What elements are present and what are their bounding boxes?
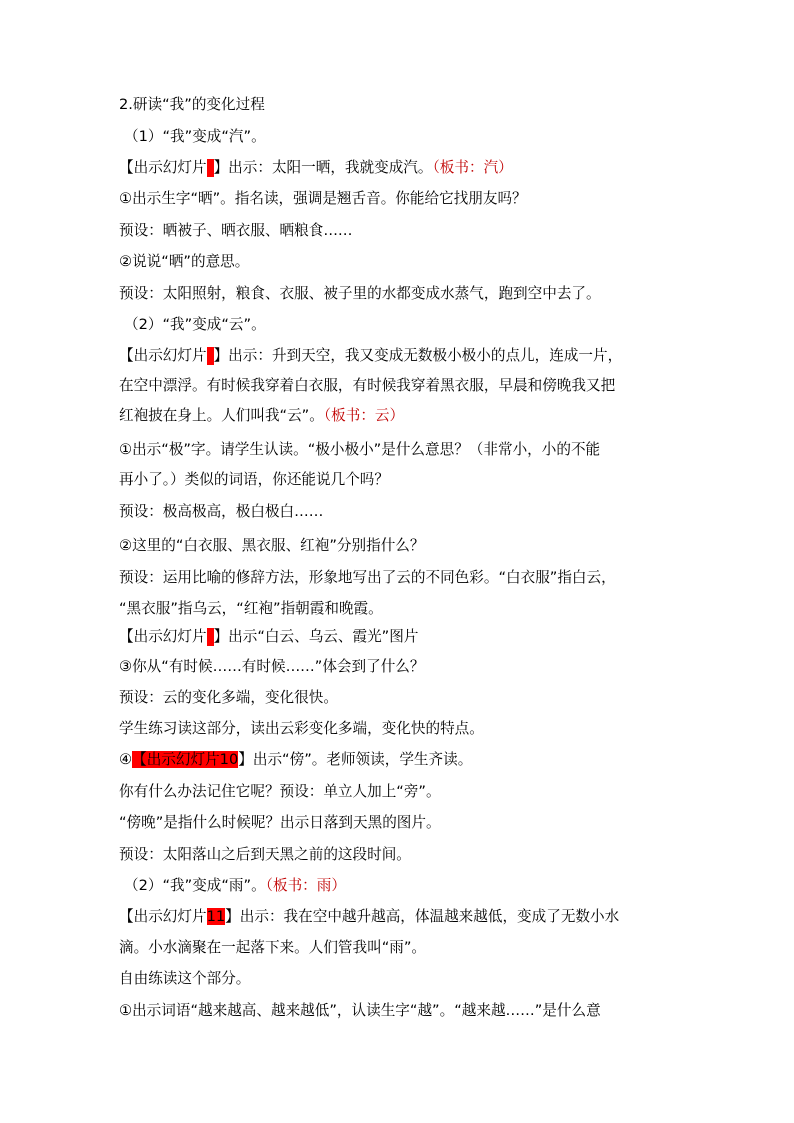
paragraph-line: ①出示“极”字。请学生认读。“极小极小”是什么意思？（非常小，小的不能 xyxy=(119,441,601,458)
paragraph-line: 再小了。）类似的词语，你还能说几个吗？ xyxy=(119,471,389,488)
slide-number-highlight xyxy=(207,159,214,177)
paragraph-line: 预设：晒被子、晒衣服、晒粮食…… xyxy=(119,222,353,239)
paragraph-line: 在空中漂浮。有时候我穿着白衣服，有时候我穿着黑衣服，早晨和傍晚我又把 xyxy=(119,377,616,394)
paragraph-line: ①出示词语“越来越高、越来越低”，认读生字“越”。“越来越……”是什么意 xyxy=(119,1002,601,1019)
paragraph-line: ②这里的“白衣服、黑衣服、红袍”分别指什么？ xyxy=(119,537,425,554)
slide-number-highlight xyxy=(207,628,214,646)
slide-label-highlight: 【出示幻灯片 xyxy=(132,751,220,768)
slide-line xyxy=(119,627,679,647)
slide-line xyxy=(119,158,679,178)
section-heading: 2.研读“我”的变化过程 xyxy=(119,96,265,113)
paragraph-line: ③你从“有时候……有时候……”体会到了什么？ xyxy=(119,658,425,675)
subheading-text: （2）“我”变成“雨”。 xyxy=(124,877,266,894)
paragraph-line: 预设：极高极高，极白极白…… xyxy=(119,503,324,520)
paragraph-line: 预设：运用比喻的修辞方法，形象地写出了云的不同色彩。“白衣服”指白云， xyxy=(119,569,616,586)
slide-number-highlight: 11 xyxy=(206,908,226,925)
slide-bracket-label: 【出示幻灯片 xyxy=(119,347,207,364)
slide-text: 】出示：升到天空，我又变成无数极小极小的点儿，连成一片， xyxy=(213,347,623,364)
paragraph-line: 预设：云的变化多端，变化很快。 xyxy=(119,689,338,706)
paragraph-text: 红袍披在身上。人们叫我“云”。 xyxy=(119,407,324,424)
paragraph-line: ②说说“晒”的意思。 xyxy=(119,253,250,270)
paragraph-line: 预设：太阳照射，粮食、衣服、被子里的水都变成水蒸气，跑到空中去了。 xyxy=(119,285,601,302)
slide-text: 】出示：太阳一晒，我就变成汽。 xyxy=(213,159,433,176)
slide-number-highlight: 10 xyxy=(219,751,239,768)
paragraph-line: 自由练读这个部分。 xyxy=(119,970,251,987)
slide-bracket-label: 【出示幻灯片 xyxy=(119,159,207,176)
subheading-steam: （1）“我”变成“汽”。 xyxy=(124,128,266,145)
paragraph-line: 滴。小水滴聚在一起落下来。人们管我叫“雨”。 xyxy=(119,939,426,956)
subheading-rain xyxy=(124,876,684,896)
slide-text: 】出示“白云、乌云、霞光”图片 xyxy=(213,628,419,645)
item-marker: ④ xyxy=(119,751,133,768)
slide-number-highlight xyxy=(207,347,214,365)
paragraph-line: “黑衣服”指乌云，“红袍”指朝霞和晚霞。 xyxy=(119,600,383,617)
board-note: （板书：云） xyxy=(323,407,405,424)
paragraph-line: 预设：太阳落山之后到天黑之前的这段时间。 xyxy=(119,846,411,863)
slide-line xyxy=(119,907,679,927)
slide-bracket-label: 【出示幻灯片 xyxy=(119,908,207,925)
slide-text: 出示“傍”。老师领读，学生齐读。 xyxy=(252,751,473,768)
paragraph-line: 你有什么办法记住它呢？预设：单立人加上“旁”。 xyxy=(119,783,441,800)
paragraph-line: “傍晚”是指什么时候呢？出示日落到天黑的图片。 xyxy=(119,814,441,831)
subheading-cloud: （2）“我”变成“云”。 xyxy=(124,316,266,333)
slide-bracket-label: 【出示幻灯片 xyxy=(119,628,207,645)
board-note: （板书：汽） xyxy=(432,159,513,176)
board-note: （板书：雨） xyxy=(265,877,346,894)
slide-line xyxy=(119,346,679,366)
slide-text: 】出示：我在空中越升越高，体温越来越低，变成了无数小水 xyxy=(225,908,620,925)
paragraph-line xyxy=(119,406,679,426)
paragraph-line: 学生练习读这部分，读出云彩变化多端，变化快的特点。 xyxy=(119,720,484,737)
paragraph-line: ①出示生字“晒”。指名读，强调是翘舌音。你能给它找朋友吗？ xyxy=(119,190,527,207)
slide-bracket-close: 】 xyxy=(238,751,253,768)
slide-line xyxy=(119,750,679,770)
